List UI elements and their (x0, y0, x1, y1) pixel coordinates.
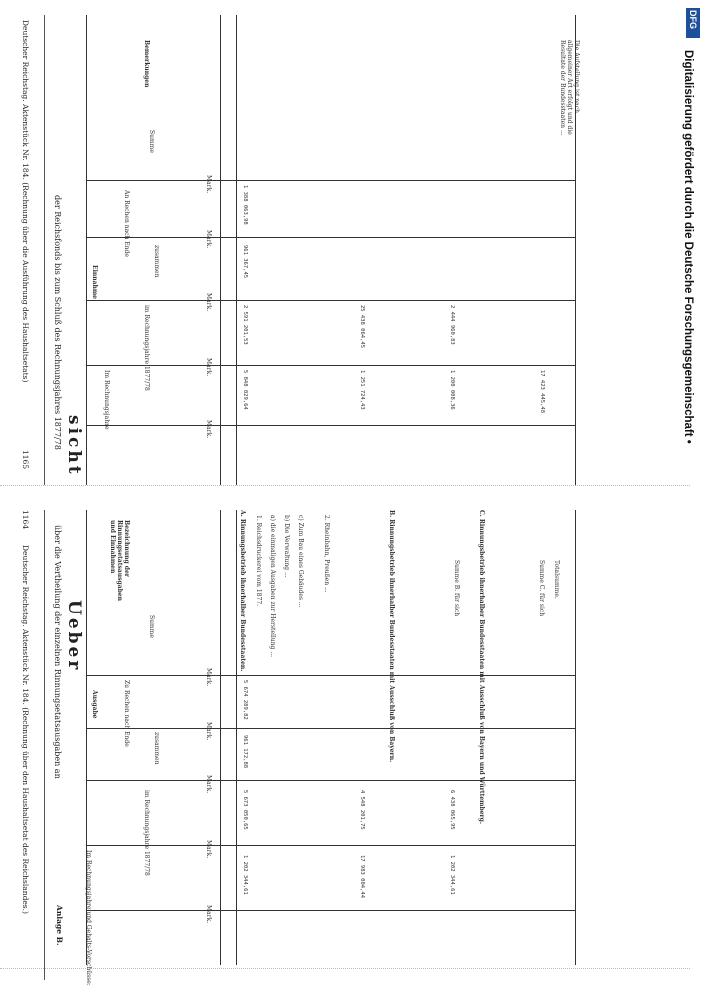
section-A: A. Rinnungsbetrieb ihnerhalber Bundesstaaten. (239, 510, 246, 672)
right-col-head-2: im Rechnungsjahre 1877/78 (143, 305, 150, 391)
left-col-rule (86, 780, 576, 781)
left-col-rule (86, 728, 576, 729)
left-running-head: Deutscher Reichstag. Aktenstück Nr. 184. (Rechnung über den Haushaltsetat des Reichslandes.) (21, 545, 30, 914)
left-header-rule (44, 510, 45, 980)
right-value: 1 200 008,36 (449, 370, 455, 410)
right-title: sicht (64, 415, 84, 477)
scan-fold-line (0, 968, 690, 970)
left-unit: Mark. (205, 905, 212, 924)
left-col-rule (86, 845, 576, 846)
left-col-rule (86, 675, 576, 676)
left-unit: Mark. (205, 775, 212, 794)
right-value: 5 848 029,64 (242, 370, 248, 410)
right-subtitle: der Reichsfonds bis zum Schluß des Rechnungsjahres 1877/78 (53, 195, 62, 450)
right-value: 2 591 201,53 (242, 305, 248, 345)
right-footnote: Die Aufstellung ist nach allgemeiner Art erfolgt und die Resultate der Bundesstaaten ... (559, 40, 580, 136)
left-value: 1 202 344,61 (449, 855, 455, 895)
bemerkungen-head: Bemerkungen (143, 40, 150, 88)
left-value: 961 172,88 (242, 735, 248, 769)
left-unit: Mark. (205, 840, 212, 859)
right-col-rule (86, 425, 576, 426)
right-value: 25 438 064,45 (359, 305, 365, 349)
right-unit: Mark. (205, 420, 212, 439)
left-col-head-1: Im Rechnungsjahre und Gehalts-Vorschüsse: (85, 850, 92, 986)
left-col-head-2: im Rechnungsjahre 1877/78 (143, 790, 150, 876)
right-table-rule (220, 15, 221, 485)
section-B: B. Rinnungsbetrieb ihnerhalber Bundesstaaten mit Ausschluß von Bayern. (388, 510, 395, 763)
right-table-rule (86, 15, 87, 485)
left-col-head-3: zusammen (153, 732, 160, 765)
section-line: b) Die Verwaltung ... (283, 515, 290, 578)
left-value: 4 548 201,75 (359, 790, 365, 830)
dfg-logo-text: DFG (688, 10, 698, 29)
right-col-rule (86, 237, 576, 238)
section-line: 2. Rheinbahn, Preußen ... (323, 515, 330, 593)
section-C: C. Rinnungsbetrieb ihnerhalber Bundesstaaten mit Ausschluß von Bayern und Württemberg. (478, 510, 485, 824)
right-page-number: 1165 (21, 450, 30, 470)
right-header-rule (44, 15, 45, 485)
section-total: Totalsumme. (553, 560, 560, 599)
left-value: 6 438 065,95 (449, 790, 455, 830)
left-subtitle: über die Vertheilung der einzelnen Rinnungsetatsausgaben an (53, 525, 62, 779)
right-col-head-4: An Rechen nach Ende (123, 190, 130, 257)
right-col-head-3: zusammen (153, 245, 160, 278)
right-value: 1 251 724,43 (359, 370, 365, 410)
left-col-rule (86, 910, 576, 911)
left-table-rule (236, 510, 237, 965)
section-sum: Summe C. für sich (538, 560, 545, 617)
right-running-head: Deutscher Reichstag. Aktenstück Nr. 184. (Rechnung über die Ausführung des Haushaltsetats) (21, 20, 30, 383)
section-sum: Summe B. für sich (453, 560, 460, 617)
right-col-head-1: Im Rechnungsjahre (103, 370, 110, 430)
left-title: Ueber (64, 600, 84, 673)
digitization-credit: Digitalisierung gefördert durch die Deutsche Forschungsgemeinschaft • (682, 50, 694, 444)
right-col-rule (86, 300, 576, 301)
scan-fold-line (0, 485, 690, 487)
anlage-label: Anlage B. (55, 905, 64, 946)
right-value: 17 423 445,48 (539, 370, 545, 414)
right-table-rule (236, 15, 237, 485)
right-col-head-5: Summe (148, 130, 155, 153)
left-table-rule (220, 510, 221, 965)
right-col-rule (86, 365, 576, 366)
right-value: 2 444 960,83 (449, 305, 455, 345)
right-value: 961 367,45 (242, 245, 248, 279)
right-unit: Mark. (205, 175, 212, 194)
desc-head: Bezeichnung der Rinnungsetatsausgaben und Einnahmen (109, 520, 130, 601)
left-col-head-5: Summe (148, 615, 155, 638)
right-unit: Mark. (205, 230, 212, 249)
left-value: 5 674 289,82 (242, 680, 248, 720)
ausgabe-head: Ausgabe (91, 690, 98, 719)
left-unit: Mark. (205, 668, 212, 687)
section-line: c) Zum Bau eines Gebäudes ... (297, 515, 304, 608)
section-line: a) die einmaligen Ausgaben zur Herstellung ... (269, 515, 276, 658)
left-col-head-4: Zu Rechen nach Ende (123, 680, 130, 747)
right-unit: Mark. (205, 358, 212, 377)
dfg-logo (686, 8, 700, 38)
section-line: 1. Reichsdruckerei vom 1877. (255, 515, 262, 607)
left-value: 1 202 344,61 (242, 855, 248, 895)
right-col-rule (86, 180, 576, 181)
right-unit: Mark. (205, 293, 212, 312)
einnahme-head: Einnahme (91, 265, 98, 299)
left-page-number: 1164 (21, 510, 30, 530)
left-table-rule (575, 510, 576, 965)
right-value: 1 388 063,98 (242, 185, 248, 225)
left-value: 17 983 004,44 (359, 855, 365, 899)
left-unit: Mark. (205, 722, 212, 741)
left-value: 5 673 050,65 (242, 790, 248, 830)
